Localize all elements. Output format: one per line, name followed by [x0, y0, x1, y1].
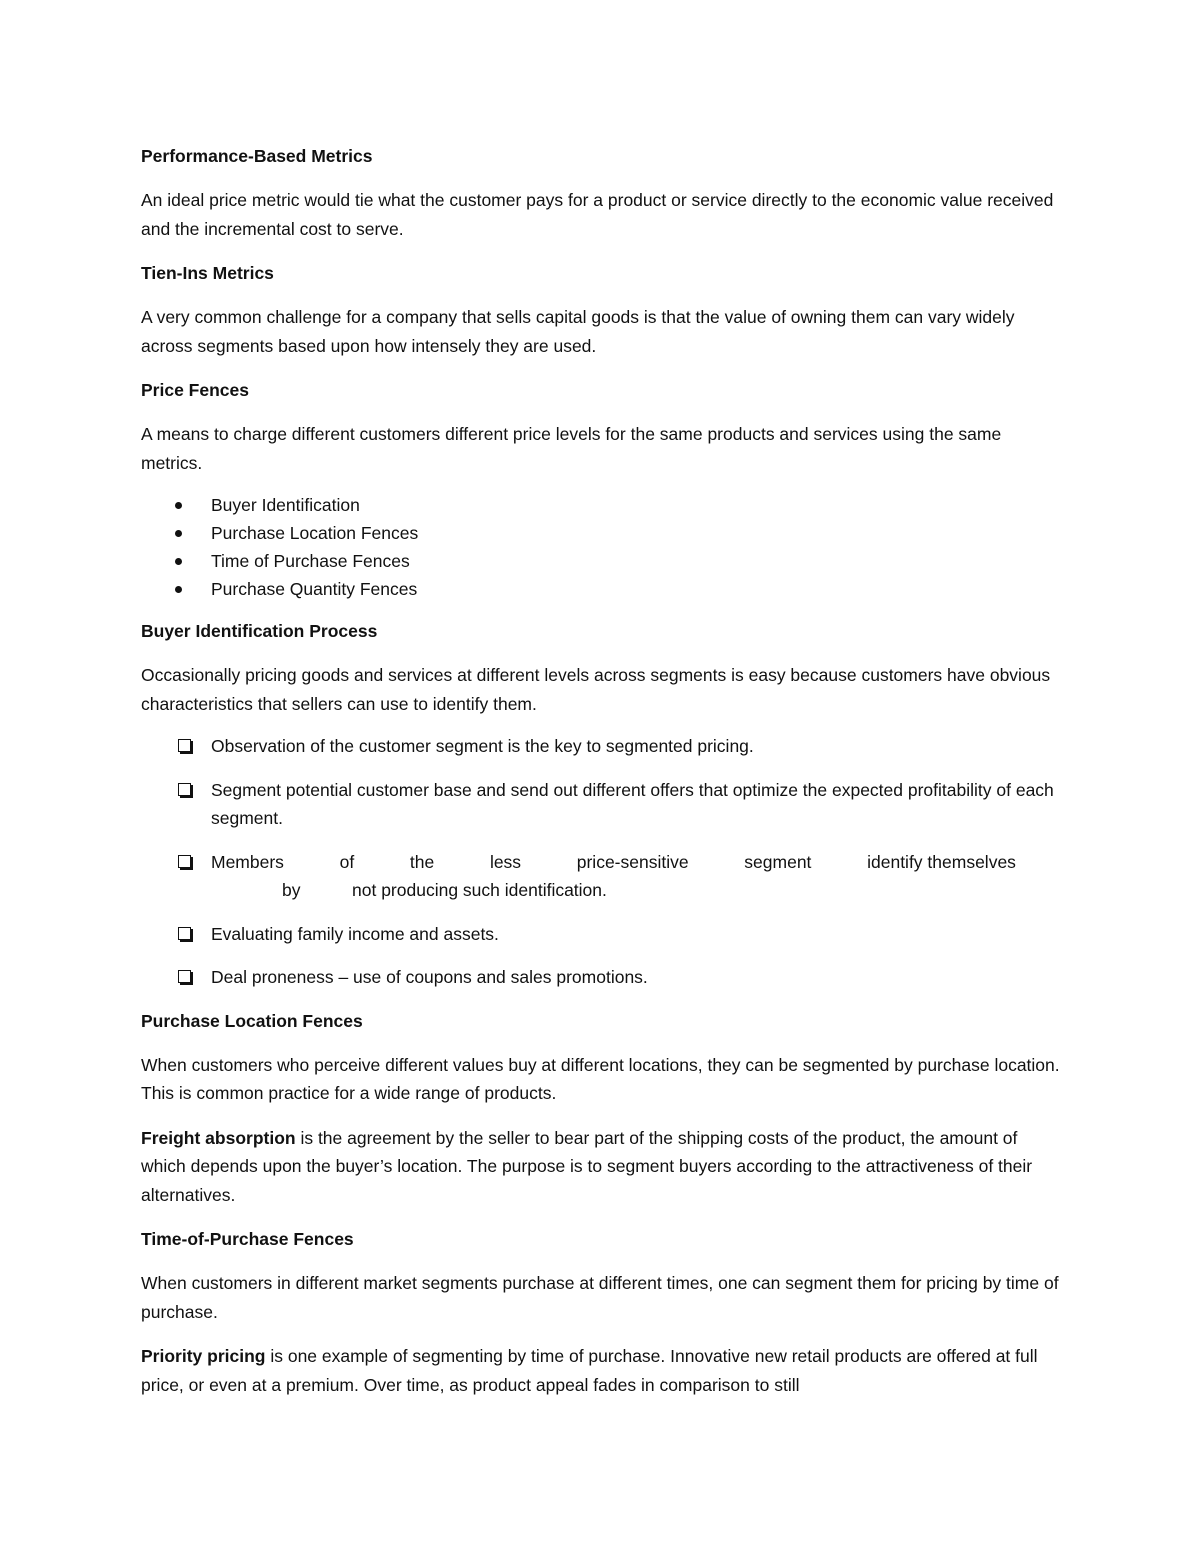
checkbox-square-icon	[178, 783, 191, 796]
paragraph-buyer-identification-process: Occasionally pricing goods and services at different levels across segments is easy because customers have obvious characteristics that sellers can use to identify them.	[141, 665, 1051, 714]
word: less	[489, 851, 522, 872]
checkbox-item	[141, 776, 1061, 833]
bullet-item	[141, 547, 1061, 575]
paragraph-performance-based-metrics: An ideal price metric would tie what the customer pays for a product or service directly to the economic value received and the incremental cost to serve.	[141, 190, 1054, 239]
justified-line-1	[211, 848, 1016, 877]
checkbox-square-icon	[178, 927, 191, 940]
word: identify themselves	[867, 851, 1016, 872]
heading-price-fences: Price Fences	[141, 380, 249, 400]
freight-absorption-text: is the agreement by the seller to bear part of the shipping costs of the product, the amount of which depends upon the buyer’s location. The purpose is to segment buyers according to the attractiveness of their alternatives.	[141, 1127, 1033, 1205]
paragraph-tie-ins-metrics: A very common challenge for a company that sells capital goods is that the value of owning them can vary widely across segments based upon how intensely they are used.	[141, 307, 1015, 356]
checkbox-text: Deal proneness – use of coupons and sales promotions.	[211, 967, 648, 987]
bullet-item	[141, 491, 1061, 519]
checkbox-item	[141, 732, 1061, 761]
term-priority-pricing: Priority pricing	[141, 1346, 266, 1366]
bullet-text: Purchase Quantity Fences	[211, 579, 418, 599]
paragraph-price-fences: A means to charge different customers different price levels for the same products and services using the same metrics.	[141, 424, 1002, 473]
bullet-icon	[175, 586, 182, 593]
document-page	[141, 142, 1061, 1415]
checkbox-item-justified	[141, 848, 1061, 905]
paragraph-freight-absorption	[141, 1124, 1061, 1210]
price-fences-bullet-list	[141, 491, 1061, 603]
checkbox-text: Evaluating family income and assets.	[211, 923, 499, 944]
bullet-item	[141, 519, 1061, 547]
heading-time-of-purchase-fences: Time-of-Purchase Fences	[141, 1229, 354, 1249]
word: Members	[211, 851, 284, 872]
paragraph-time-of-purchase-fences: When customers in different market segments purchase at different times, one can segment them for pricing by time of purchase.	[141, 1273, 1059, 1322]
bullet-item	[141, 575, 1061, 603]
bullet-icon	[175, 530, 182, 537]
priority-pricing-text: is one example of segmenting by time of purchase. Innovative new retail products are offered at full price, or even at a premium. Over time, as product appeal fades in comparison to still	[141, 1346, 1038, 1395]
checkbox-text: Observation of the customer segment is the key to segmented pricing.	[211, 736, 754, 756]
checkbox-text: Segment potential customer base and send out different offers that optimize the expected profitability of each segment.	[211, 779, 1054, 828]
paragraph-priority-pricing	[141, 1342, 1061, 1399]
word: of	[339, 851, 355, 872]
word: by	[282, 880, 301, 900]
heading-buyer-identification-process: Buyer Identification Process	[141, 621, 378, 641]
bullet-text: Time of Purchase Fences	[211, 551, 410, 571]
bullet-text: Buyer Identification	[211, 495, 360, 515]
heading-tie-ins-metrics: Tien-Ins Metrics	[141, 263, 274, 283]
justified-line-2	[211, 876, 1061, 905]
paragraph-purchase-location-fences: When customers who perceive different values buy at different locations, they can be segmented by purchase location. This is common practice for a wide range of products.	[141, 1054, 1060, 1103]
checkbox-item	[141, 920, 1061, 949]
word-group: not producing such identification.	[352, 880, 607, 900]
term-freight-absorption: Freight absorption	[141, 1127, 296, 1148]
word: the	[409, 851, 435, 872]
checkbox-square-icon	[178, 739, 191, 752]
checkbox-item	[141, 963, 1061, 992]
bullet-icon	[175, 558, 182, 565]
checkbox-square-icon	[178, 970, 191, 983]
bullet-icon	[175, 502, 182, 509]
buyer-identification-checkbox-list	[141, 732, 1061, 992]
heading-performance-based-metrics: Performance-Based Metrics	[141, 146, 373, 166]
bullet-text: Purchase Location Fences	[211, 523, 419, 543]
word: segment	[744, 851, 812, 872]
heading-purchase-location-fences: Purchase Location Fences	[141, 1010, 363, 1031]
checkbox-square-icon	[178, 855, 191, 868]
word: price-sensitive	[576, 851, 689, 872]
